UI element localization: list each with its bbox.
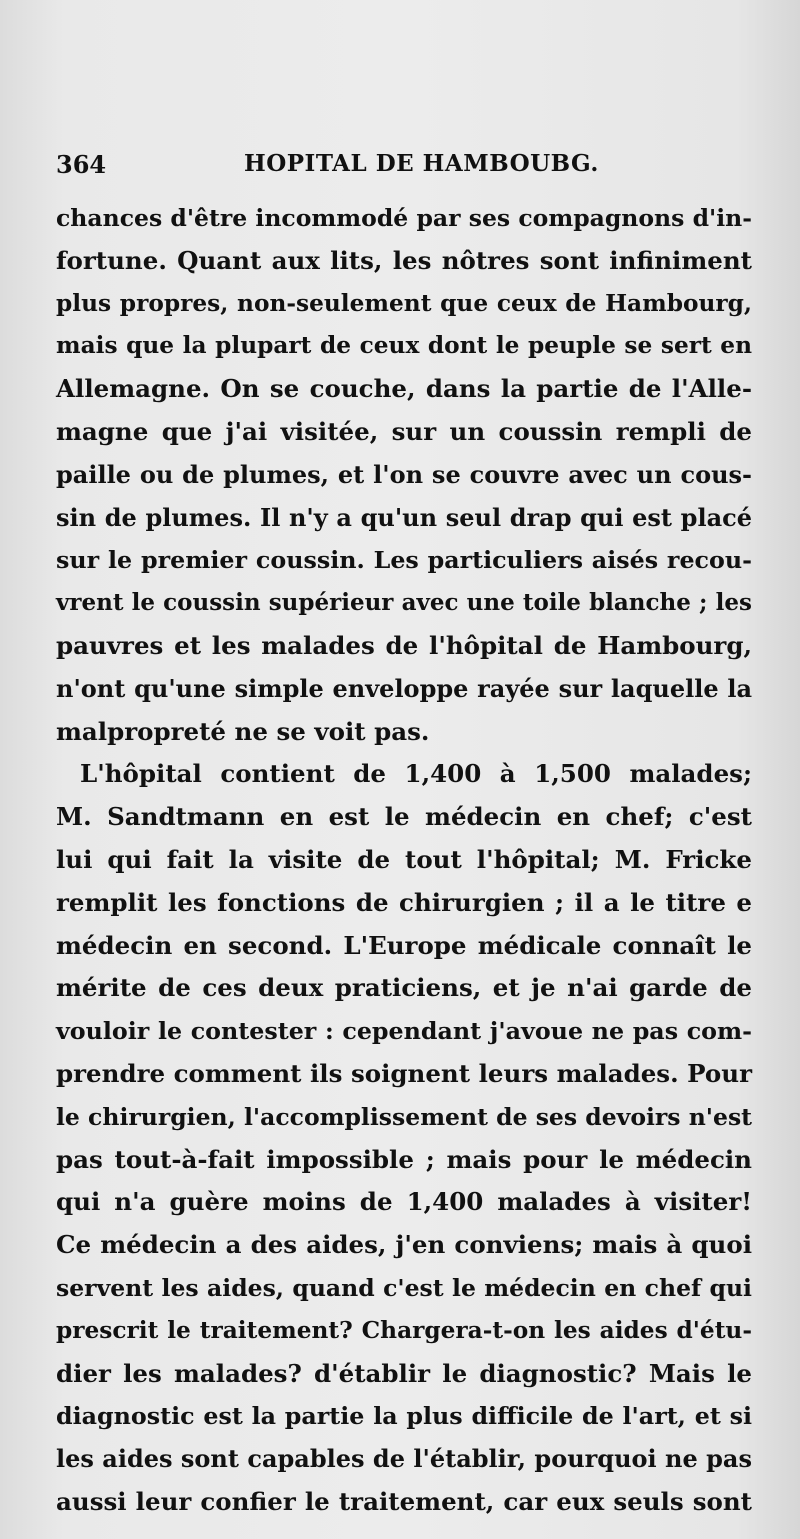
text-line: L'hôpital contient de 1,400 à 1,500 malades; [80,759,752,789]
page-number: 364 [56,150,107,179]
text-line: dier les malades? d'établir le diagnostic? Mais le [56,1358,752,1388]
text-line: M. Sandtmann en est le médecin en chef; c'est [56,802,752,832]
text-line: chances d'être incommodé par ses compagnons d'in- [56,204,752,232]
text-line: lui qui fait la visite de tout l'hôpital; M. Fricke [56,844,752,874]
text-line: servent les aides, quand c'est le médecin en chef qui [56,1273,752,1302]
text-line: mérite de ces deux praticiens, et je n'ai garde de [56,973,752,1003]
text-line: malpropreté ne se voit pas. [56,716,430,746]
text-line: mais que la plupart de ceux dont le peuple se sert en [56,332,752,360]
text-line: magne que j'ai visitée, sur un coussin rempli de [56,416,752,446]
text-line: qui n'a guère moins de 1,400 malades à visiter! [56,1187,752,1217]
text-line: les aides sont capables de l'établir, pourquoi ne pas [56,1444,752,1474]
text-line: médecin en second. L'Europe médicale connaît le [56,930,752,960]
text-line: pauvres et les malades de l'hôpital de Hambourg, [56,630,752,660]
text-line: Allemagne. On se couche, dans la partie de l'Alle- [56,374,752,404]
text-line: prendre comment ils soignent leurs malades. Pour [56,1058,752,1088]
text-line: vouloir le contester : cependant j'avoue ne pas com- [56,1017,752,1046]
text-line: plus propres, non-seulement que ceux de Hambourg, [56,289,752,317]
text-line: fortune. Quant aux lits, les nôtres sont infiniment [56,245,752,275]
page-header [56,150,756,180]
text-line: diagnostic est la partie la plus difficile de l'art, et si [56,1402,752,1431]
text-line: remplit les fonctions de chirurgien ; il a le titre e [56,887,752,917]
text-line: vrent le coussin supérieur avec une toile blanche ; les [56,589,752,617]
text-line: prescrit le traitement? Chargera-t-on les aides d'étu- [56,1316,752,1344]
text-line: Ce médecin a des aides, j'en conviens; mais à quoi [56,1230,752,1260]
text-line: pas tout-à-fait impossible ; mais pour le médecin [56,1144,752,1174]
text-line: aussi leur confier le traitement, car eux seuls sont [56,1486,752,1516]
body-text [56,197,752,1524]
text-line: le chirurgien, l'accomplissement de ses devoirs n'est [56,1102,753,1131]
running-head: HOPITAL DE HAMBOUBG. [244,150,599,177]
text-line: sin de plumes. Il n'y a qu'un seul drap qui est placé [56,502,752,532]
text-line: sur le premier coussin. Les particuliers aisés recou- [56,546,752,575]
text-line: n'ont qu'une simple enveloppe rayée sur laquelle la [56,673,752,703]
text-line: paille ou de plumes, et l'on se couvre avec un cous- [56,459,752,489]
